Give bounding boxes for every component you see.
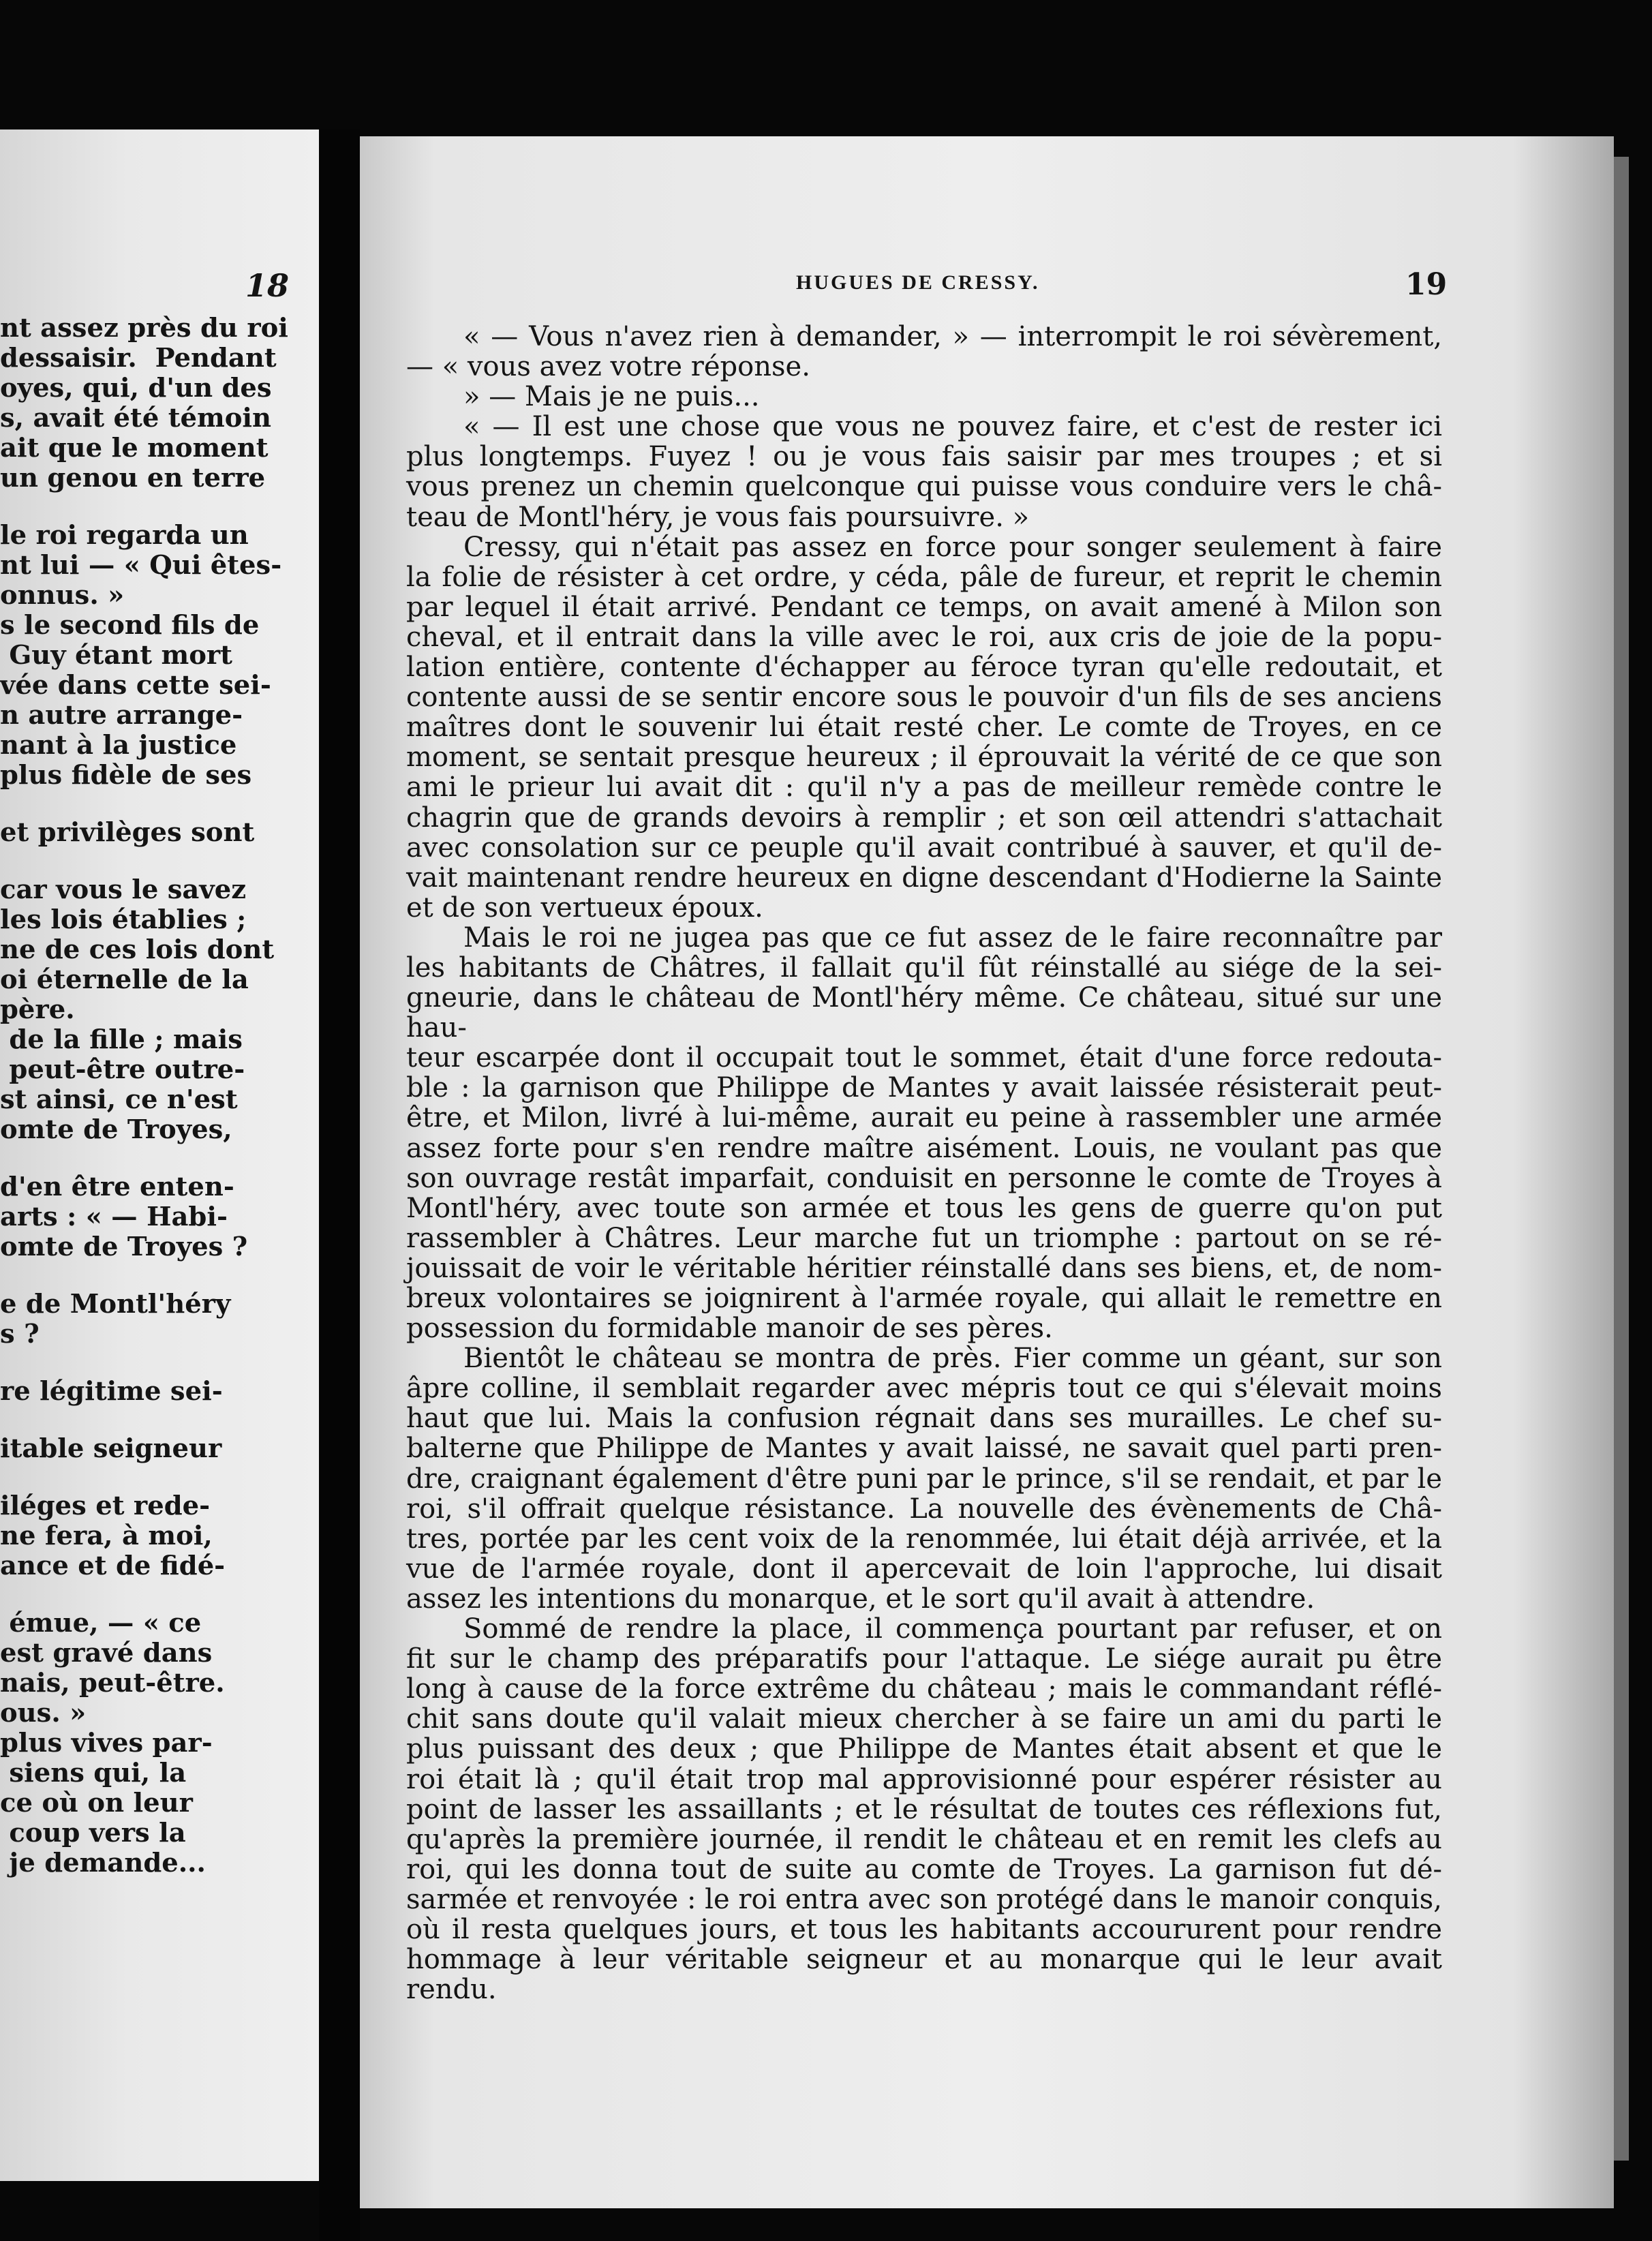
text-line: chit sans doute qu'il valait mieux chercher à se faire un ami du parti le [406, 1703, 1442, 1735]
text-line: la folie de résister à cet ordre, y céda, pâle de fureur, et reprit le chemin [406, 561, 1442, 593]
left-text-line: re légitime sei- [0, 1376, 223, 1407]
left-text-line: oyes, qui, d'un des [0, 373, 272, 403]
text-line: « — Il est une chose que vous ne pouvez faire, et c'est de rester ici [463, 411, 1442, 443]
left-text-line [0, 1464, 319, 1491]
left-text-line: je demande... [0, 1848, 206, 1878]
text-line: point de lasser les assaillants ; et le résultat de toutes ces réflexions fut, [406, 1793, 1442, 1825]
page-edge [1614, 157, 1629, 2161]
text-line: rassembler à Châtres. Leur marche fut un triomphe : partout on se ré- [406, 1222, 1442, 1254]
text-line: Bientôt le château se montra de près. Fier comme un géant, sur son [463, 1343, 1442, 1375]
left-text-line: Guy étant mort [0, 640, 232, 671]
left-text-line: ce où on leur [0, 1788, 193, 1818]
left-text-line: st ainsi, ce n'est [0, 1084, 238, 1115]
text-line: les habitants de Châtres, il fallait qu'il fût réinstallé au siége de la sei- [406, 951, 1442, 984]
text-line: roi, s'il offrait quelque résistance. La nouvelle des évènements de Châ- [406, 1493, 1442, 1525]
text-line: possession du formidable manoir de ses pères. [406, 1313, 1053, 1345]
text-line: âpre colline, il semblait regarder avec mépris tout ce qui s'élevait moins [406, 1373, 1442, 1405]
text-line: hommage à leur véritable seigneur et au monarque qui le leur avait rendu. [406, 1944, 1442, 2006]
text-line: son ouvrage restât imparfait, conduisit en personne le comte de Troyes à [406, 1162, 1442, 1194]
text-line: maîtres dont le souvenir lui était resté cher. Le comte de Troyes, en ce [406, 712, 1442, 744]
left-text-line: nt assez près du roi [0, 313, 288, 344]
left-text-line: un genou en terre [0, 463, 266, 493]
text-line: être, et Milon, livré à lui-même, aurait eu peine à rassembler une armée [406, 1102, 1442, 1134]
left-text-line: car vous le savez [0, 874, 247, 905]
text-line: cheval, et il entrait dans la ville avec le roi, aux cris de joie de la popu- [406, 621, 1442, 653]
left-text-line: dessaisir. Pendant [0, 343, 277, 374]
left-text-line: s le second fils de [0, 610, 260, 641]
text-line: assez les intentions du monarque, et le sort qu'il avait à attendre. [406, 1583, 1315, 1615]
text-line: Cressy, qui n'était pas assez en force pour songer seulement à faire [463, 531, 1442, 563]
left-text-line: arts : « — Habi- [0, 1202, 228, 1232]
text-line: et de son vertueux époux. [406, 891, 763, 924]
text-line: vue de l'armée royale, dont il apercevait de loin l'approche, lui disait [406, 1553, 1442, 1585]
left-text-line: est gravé dans [0, 1638, 213, 1668]
text-line: chagrin que de grands devoirs à remplir ; et son œil attendri s'attachait [406, 802, 1442, 834]
text-line: plus puissant des deux ; que Philippe de Mantes était absent et que le [406, 1733, 1442, 1765]
left-text-line: peut-être outre- [0, 1054, 245, 1085]
text-line: balterne que Philippe de Mantes y avait laissé, ne savait quel parti pren- [406, 1433, 1442, 1465]
left-text-line: n autre arrange- [0, 700, 243, 731]
text-line: Mais le roi ne jugea pas que ce fut assez de le faire reconnaître par [463, 921, 1442, 954]
text-line: assez forte pour s'en rendre maître aisément. Louis, ne voulant pas que [406, 1132, 1442, 1164]
left-text-line: nt lui — « Qui êtes- [0, 550, 282, 581]
text-line: ami le prieur lui avait dit : qu'il n'y a pas de meilleur remède contre le [406, 772, 1442, 804]
left-text-line: d'en être enten- [0, 1172, 234, 1202]
text-line: roi, qui les donna tout de suite au comte de Troyes. La garnison fut dé- [406, 1853, 1442, 1885]
left-page [0, 129, 319, 2181]
text-line: qu'après la première journée, il rendit le château et en remit les clefs au [406, 1823, 1442, 1855]
text-line: haut que lui. Mais la confusion régnait dans ses murailles. Le chef su- [406, 1403, 1442, 1435]
text-line: Sommé de rendre la place, il commença pourtant par refuser, et on [463, 1613, 1442, 1645]
text-line: gneurie, dans le château de Montl'héry même. Ce château, situé sur une hau- [406, 982, 1442, 1044]
left-text-line: oi éternelle de la [0, 964, 249, 995]
left-text-line: émue, — « ce [0, 1608, 202, 1638]
text-line: « — Vous n'avez rien à demander, » — interrompit le roi sévèrement, [463, 321, 1442, 352]
left-text-line: le roi regarda un [0, 520, 249, 551]
left-text-line: omte de Troyes, [0, 1114, 232, 1145]
left-text-line: onnus. » [0, 580, 125, 611]
left-text-line [0, 1145, 319, 1172]
text-line: teur escarpée dont il occupait tout le sommet, était d'une force redouta- [406, 1042, 1442, 1074]
left-text-line: ance et de fidé- [0, 1551, 226, 1581]
text-line: avec consolation sur ce peuple qu'il avait contribué à sauver, et qu'il de- [406, 832, 1442, 864]
left-text-line [0, 791, 319, 818]
left-text-line [0, 1581, 319, 1609]
left-text-line: e de Montl'héry [0, 1289, 231, 1320]
text-line: ble : la garnison que Philippe de Mantes y avait laissée résisterait peut- [406, 1072, 1442, 1104]
left-text-line: omte de Troyes ? [0, 1232, 248, 1262]
text-line: vous prenez un chemin quelconque qui puisse vous conduire vers le châ- [406, 471, 1442, 503]
text-line: jouissait de voir le véritable héritier réinstallé dans ses biens, et, de nom- [406, 1252, 1442, 1284]
left-text-line [0, 848, 319, 875]
text-line: lation entière, contente d'échapper au féroce tyran qu'elle redoutait, et [406, 652, 1442, 684]
left-text-line: siens qui, la [0, 1758, 187, 1788]
text-line: fit sur le champ des préparatifs pour l'attaque. Le siége aurait pu être [406, 1643, 1442, 1675]
left-text-line: plus fidèle de ses [0, 760, 252, 791]
left-text-line: s ? [0, 1319, 40, 1350]
left-text-line: nant à la justice [0, 730, 237, 761]
left-text-line: s, avait été témoin [0, 403, 272, 433]
book-spine [319, 129, 360, 2241]
text-line: tres, portée par les cent voix de la renommée, lui était déjà arrivée, et la [406, 1523, 1442, 1555]
text-line: moment, se sentait presque heureux ; il éprouvait la vérité de ce que son [406, 742, 1442, 774]
text-line: contente aussi de se sentir encore sous le pouvoir d'un fils de ses anciens [406, 682, 1442, 714]
text-line: dre, craignant également d'être puni par le prince, s'il se rendait, et par le [406, 1463, 1442, 1495]
right-page-text [406, 322, 1442, 2004]
left-text-line: vée dans cette sei- [0, 670, 271, 701]
left-text-line: plus vives par- [0, 1728, 213, 1758]
left-text-line: ait que le moment [0, 433, 269, 463]
left-page-text [0, 314, 319, 1878]
right-page-number: 19 [1405, 267, 1448, 302]
text-line: breux volontaires se joignirent à l'armée royale, qui allait le remettre en [406, 1283, 1442, 1314]
text-line: où il resta quelques jours, et tous les habitants accoururent pour rendre [406, 1913, 1442, 1945]
left-text-line: et privilèges sont [0, 817, 255, 848]
left-text-line [0, 1262, 319, 1290]
left-text-line [0, 1350, 319, 1377]
left-text-line: itable seigneur [0, 1433, 222, 1464]
left-text-line: ne de ces lois dont [0, 934, 275, 965]
running-head: HUGUES DE CRESSY. [796, 271, 1040, 294]
text-line: — « vous avez votre réponse. [406, 351, 810, 383]
text-line: Montl'héry, avec toute son armée et tous les gens de guerre qu'on put [406, 1192, 1442, 1224]
left-text-line: les lois établies ; [0, 904, 247, 935]
text-line: » — Mais je ne puis... [463, 381, 760, 413]
left-text-line [0, 1407, 319, 1434]
left-text-line: père. [0, 994, 75, 1025]
left-page-number: 18 [245, 267, 290, 304]
text-line: par lequel il était arrivé. Pendant ce temps, on avait amené à Milon son [406, 591, 1442, 623]
left-text-line [0, 493, 319, 521]
text-line: teau de Montl'héry, je vous fais poursuivre. » [406, 501, 1030, 533]
left-text-line: de la fille ; mais [0, 1024, 243, 1055]
text-line: long à cause de la force extrême du château ; mais le commandant réflé- [406, 1673, 1442, 1705]
text-line: vait maintenant rendre heureux en digne descendant d'Hodierne la Sainte [406, 862, 1442, 894]
left-text-line: ous. » [0, 1698, 87, 1728]
left-text-line: iléges et rede- [0, 1491, 211, 1521]
left-text-line: coup vers la [0, 1818, 186, 1848]
text-line: roi était là ; qu'il était trop mal approvisionné pour espérer résister au [406, 1763, 1442, 1795]
text-line: sarmée et renvoyée : le roi entra avec son protégé dans le manoir conquis, [406, 1883, 1442, 1915]
left-text-line: nais, peut-être. [0, 1668, 225, 1698]
text-line: plus longtemps. Fuyez ! ou je vous fais saisir par mes troupes ; et si [406, 441, 1442, 473]
left-text-line: ne fera, à moi, [0, 1521, 213, 1551]
